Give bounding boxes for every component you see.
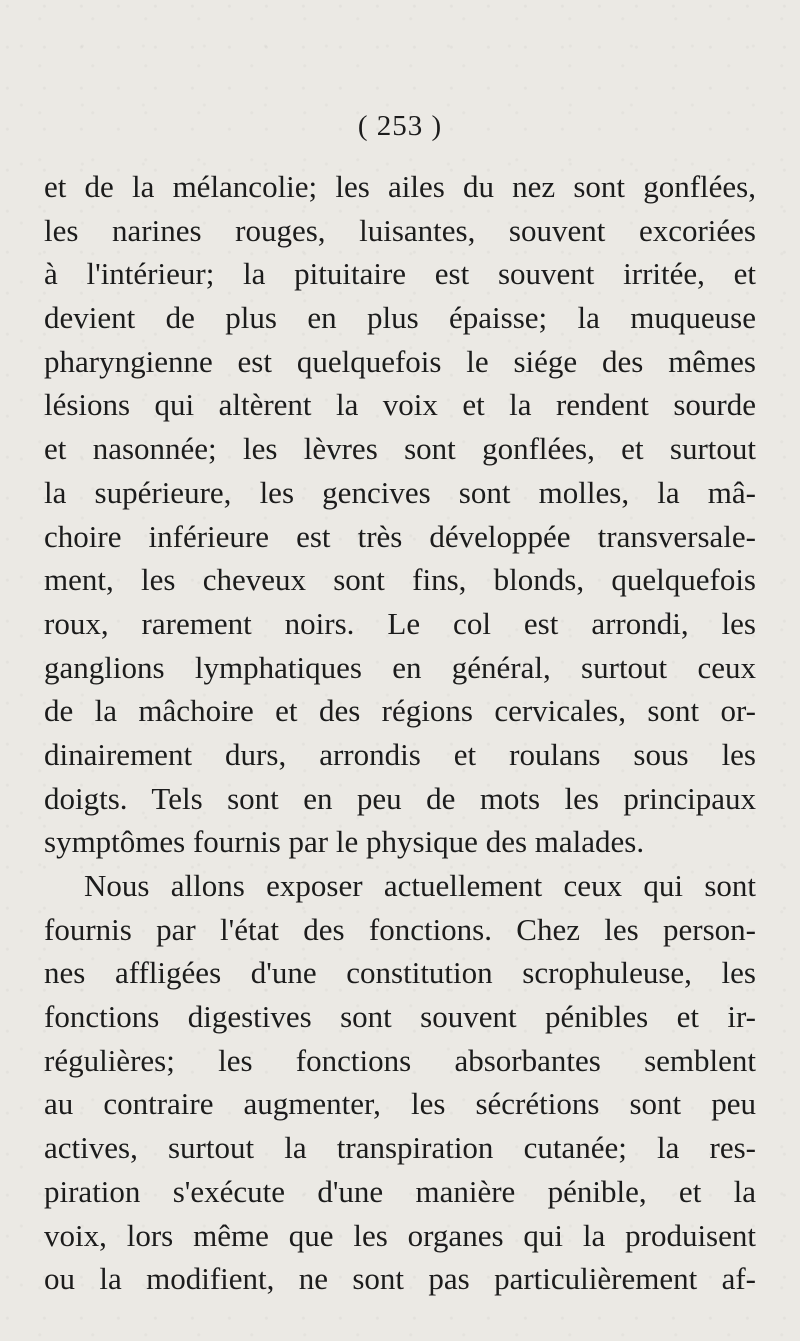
text-line: nes affligées d'une constitution scrophuleuse, les — [44, 955, 756, 991]
text-line: à l'intérieur; la pituitaire est souvent irritée, et — [44, 256, 756, 292]
text-line: de la mâchoire et des régions cervicales, sont or- — [44, 693, 756, 729]
text-line: la supérieure, les gencives sont molles, la mâ- — [44, 474, 756, 510]
text-line: doigts. Tels sont en peu de mots les principaux — [44, 780, 756, 816]
text-line: ou la modifient, ne sont pas particulièrement af- — [44, 1261, 756, 1297]
text-line: ment, les cheveux sont fins, blonds, quelquefois — [44, 562, 756, 598]
text-line: pharyngienne est quelquefois le siége des mêmes — [44, 343, 756, 379]
text-line: et nasonnée; les lèvres sont gonflées, et surtout — [44, 431, 756, 467]
text-line: ganglions lymphatiques en général, surtout ceux — [44, 649, 756, 685]
text-line: au contraire augmenter, les sécrétions sont peu — [44, 1086, 756, 1122]
text-line: et de la mélancolie; les ailes du nez sont gonflées, — [44, 169, 756, 204]
paragraph-start-line: Nous allons exposer actuellement ceux qui sont — [84, 868, 756, 903]
text-line: piration s'exécute d'une manière pénible, et la — [44, 1173, 756, 1209]
page-number: ( 253 ) — [357, 110, 443, 142]
text-line: fonctions digestives sont souvent pénibles et ir- — [44, 999, 756, 1035]
body-text — [44, 165, 756, 1301]
text-line: roux, rarement noirs. Le col est arrondi, les — [44, 605, 756, 641]
text-line: dinairement durs, arrondis et roulans sous les — [44, 736, 756, 772]
text-line: devient de plus en plus épaisse; la muqueuse — [44, 300, 756, 336]
text-line: symptômes fournis par le physique des malades. — [44, 824, 645, 860]
text-line: choire inférieure est très développée transversale- — [44, 518, 756, 554]
text-line: fournis par l'état des fonctions. Chez les person- — [44, 911, 756, 947]
text-line: lésions qui altèrent la voix et la rendent sourde — [44, 387, 756, 423]
text-line: les narines rouges, luisantes, souvent excoriées — [44, 212, 756, 248]
text-line: régulières; les fonctions absorbantes semblent — [44, 1042, 756, 1078]
text-line: voix, lors même que les organes qui la produisent — [44, 1217, 756, 1253]
text-line: actives, surtout la transpiration cutanée; la res- — [44, 1130, 756, 1166]
